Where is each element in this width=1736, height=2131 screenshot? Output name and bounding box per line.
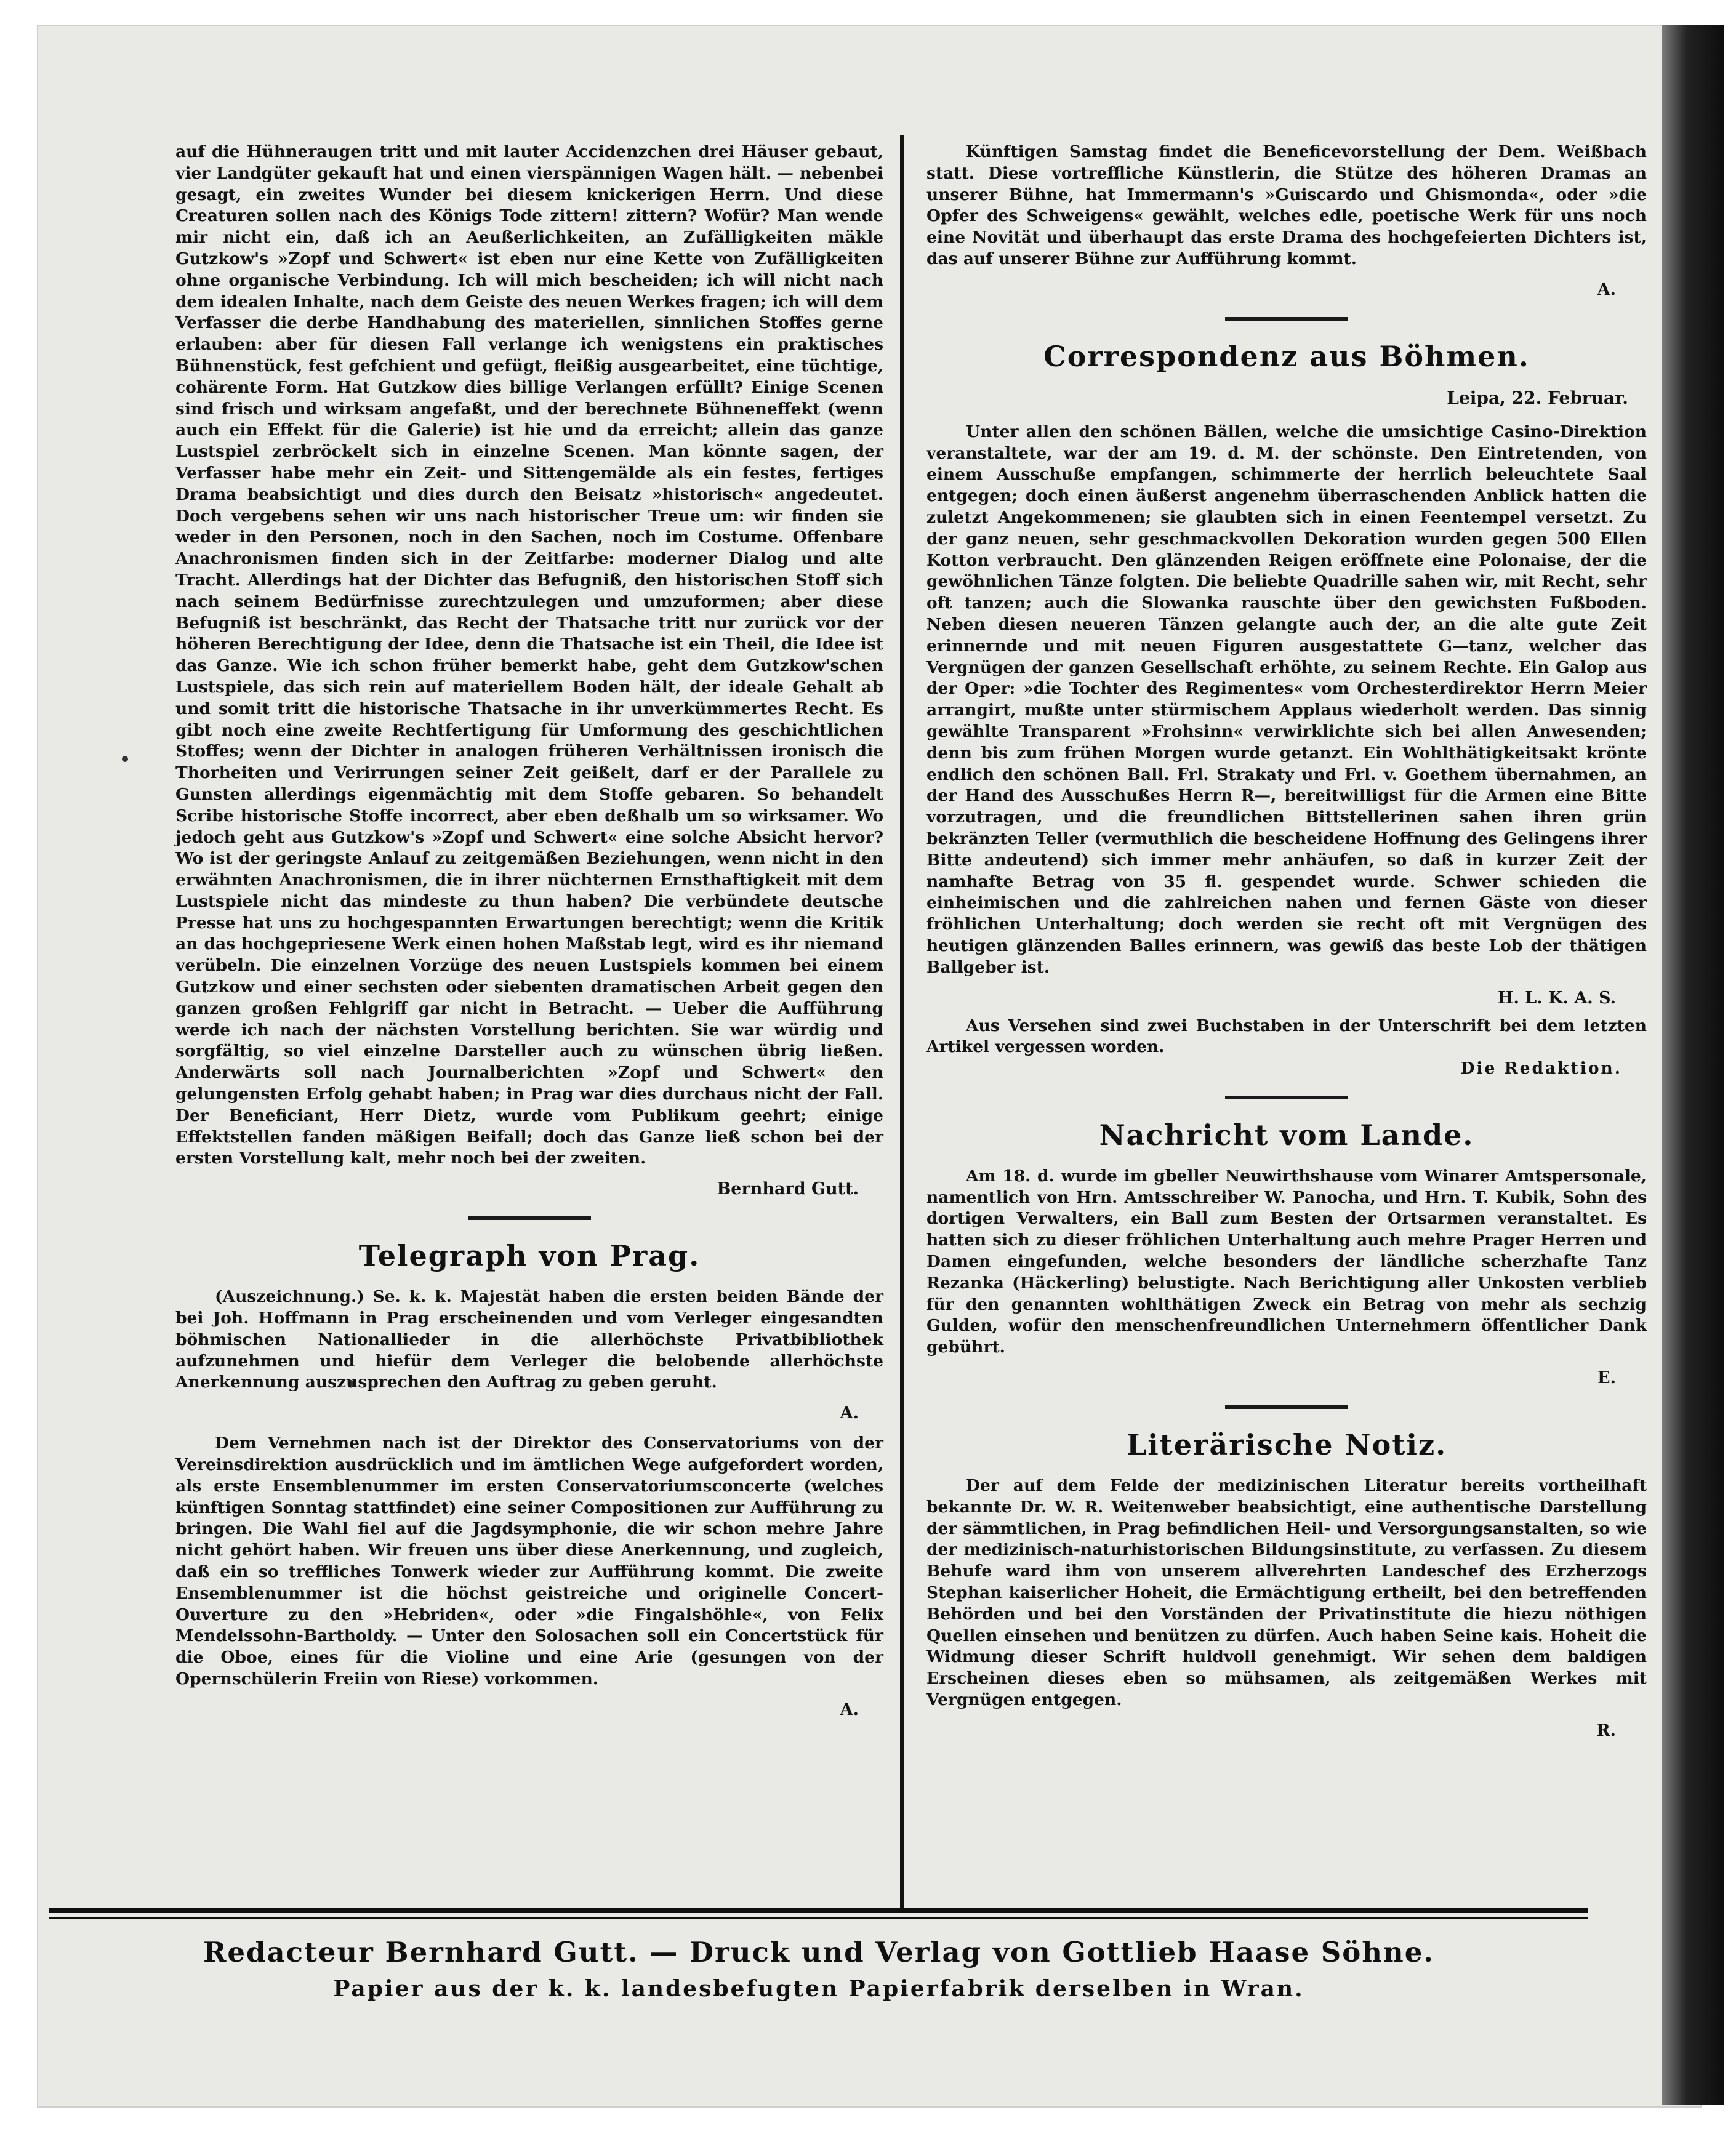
right-column: [926, 142, 1647, 1748]
section-rule: [1225, 1405, 1348, 1409]
section-rule: [1225, 1096, 1348, 1099]
section-heading-lande: Nachricht vom Lande.: [1099, 1118, 1474, 1152]
paragraph-signature: A.: [1597, 279, 1616, 299]
imprint-paper: Papier aus der k. k. landesbefugten Papierfabrik derselben in Wran.: [333, 1976, 1304, 2002]
section-heading-telegraph: Telegraph von Prag.: [358, 1239, 701, 1273]
scan-dark-edge: [1662, 25, 1724, 2105]
section-rule: [1225, 317, 1348, 321]
paragraph-signature: A.: [840, 1403, 859, 1423]
editorial-signature: Die Redaktion.: [1460, 1059, 1622, 1078]
imprint-editor-publisher: Redacteur Bernhard Gutt. — Druck und Verlag von Gottlieb Haase Söhne.: [203, 1936, 1435, 1968]
news-paragraph: Unter allen den schönen Bällen, welche die umsichtige Casino-Direktion veranstaltete, war der am 19. d. M. der schönste. Den Eintretenden, von einem Ausschuße empfangen, schimmerte der herrlich beleuchtete Saal entgegen; doch einen äußerst angenehm überraschenden Anblick hatten die zuletzt Angekommenen; sie glaubten sich in einen Feentempel versetzt. Zu der ganz neuen, sehr geschmackvollen Dekoration wurden gegen 500 Ellen Kotton verbraucht. Den glänzenden Reigen eröffnete eine Polonaise, der die gewöhnlichen Tänze folgten. Die beliebte Quadrille sahen wir, mit Recht, sehr oft tanzen; auch die Slowanka rauschte über den gewichsten Fußboden. Neben diesen neueren Tänzen gelangte auch der, an die alte gute Zeit erinnernde und mit neuen Figuren ausgestattete G—tanz, welcher das Vergnügen der ganzen Gesellschaft erhöhte, zu seinem Rechte. Ein Galop aus der Oper: »die Tochter des Regimentes« vom Orchesterdirektor Herrn Meier arrangirt, mußte unter stürmischem Applaus wiederholt werden. Das sinnig gewählte Transparent »Frohsinn« verwirklichte sich bei allen Anwesenden; denn bis zum frühen Morgen wurde getanzt. Ein Wohlthätigkeitsakt krönte endlich den schönen Ball. Frl. Strakaty und Frl. v. Goethem übernahmen, an der Hand des Ausschußes Herrn R—, bereitwilligst für die Armen eine Bitte vorzutragen, und die freundlichen Bittstellerinen sahen ihren grün bekränzten Teller (vermuthlich die bescheidene Hoffnung des Gelingens ihrer Bitte andeutend) sich immer mehr anhäufen, so daß in kurzer Zeit der namhafte Betrag von 35 fl. gespendet wurde. Schwer schieden die einheimischen und die zahlreichen nahen und fernen Gäste von dieser fröhlichen Unterhaltung; doch werden sie recht oft mit Vergnügen des heutigen glänzenden Balles erinnern, was gewiß das beste Lob der thätigen Ballgeber ist.: [926, 422, 1647, 977]
newspaper-page: [142, 117, 1647, 2068]
news-paragraph: Der auf dem Felde der medizinischen Literatur bereits vortheilhaft bekannte Dr. W. R. Weitenweber beabsichtigt, eine authentische Darstellung der sämmtlichen, in Prag befindlichen Heil- und Versorgungsanstalten, so wie der medizinisch-naturhistorischen Bildungsinstitute, zu verfassen. Zu diesem Behufe ward ihm von unserem allverehrten Landeschef des Erzherzogs Stephan kaiserlicher Hoheit, die Ermächtigung ertheilt, bei den betreffenden Behörden und bei den Vorständen der Privatinstitute die hiezu nöthigen Quellen einsehen und benützen zu dürfen. Auch haben Seine kais. Hoheit die Widmung dieser Schrift huldvoll genehmigt. Wir sehen dem baldigen Erscheinen dieses eben so mühsamen, als zeitgemäßen Werkes mit Vergnügen entgegen.: [926, 1476, 1647, 1710]
article-continuation: auf die Hühneraugen tritt und mit lauter Accidenzchen drei Häuser gebaut, vier Landgüter gekauft hat und einen vierspännigen Wagen hält. — nebenbei gesagt, ein zweites Wunder bei diesem knickerigen Herrn. Und diese Creaturen sollen nach des Königs Tode zittern! zittern? Wofür? Man wende mir nicht ein, daß ich an Aeußerlichkeiten, an Zufälligkeiten mäkle Gutzkow's »Zopf und Schwert« ist eben nur eine Kette von Zufälligkeiten ohne organische Verbindung. Ich will mich bescheiden; ich will nicht nach dem idealen Inhalte, nach dem Geiste des neuen Werkes fragen; ich will dem Verfasser die derbe Handhabung des materiellen, sinnlichen Stoffes gerne erlauben: aber für diesen Fall verlange ich wenigstens ein praktisches Bühnenstück, fest gefchient und gefügt, fleißig ausgearbeitet, eine tüchtige, cohärente Form. Hat Gutzkow dies billige Verlangen erfüllt? Einige Scenen sind frisch und wirksam angefaßt, und der berechnete Bühneneffekt (wenn auch ein Effekt für die Galerie) ist hie und da erreicht; allein das ganze Lustspiel zerbröckelt sich in einzelne Scenen. Man könnte sagen, der Verfasser habe mehr ein Zeit- und Sittengemälde als ein festes, fertiges Drama beabsichtigt und dies durch den Beisatz »historisch« angedeutet. Doch vergebens sehen wir uns nach historischer Treue um: wir finden sie weder in den Personen, noch in den Sachen, noch im Costume. Offenbare Anachronismen finden sich in der Zeitfarbe: moderner Dialog und alte Tracht. Allerdings hat der Dichter das Befugniß, den historischen Stoff sich nach seinem Bedürfnisse zurechtzulegen und umzuformen; aber diese Befugniß ist beschränkt, das Recht der Thatsache tritt nur zurück vor der höheren Berechtigung der Idee, denn die Thatsache ist ein Theil, die Idee ist das Ganze. Wie ich schon früher bemerkt habe, geht dem Gutzkow'schen Lustspiele, das sich rein auf materiellem Boden hält, der ideale Gehalt ab und somit tritt die historische Thatsache in ihr unverkümmertes Recht. Es gibt noch eine zweite Rechtfertigung für Umformung des geschichtlichen Stoffes; wenn der Dichter in analogen früheren Verhältnissen ironisch die Thorheiten und Verirrungen seiner Zeit geißelt, darf er der Parallele zu Gunsten allerdings eigenmächtig mit dem Stoffe gebaren. So behandelt Scribe historische Stoffe incorrect, aber eben deßhalb um so wirksamer. Wo jedoch geht aus Gutzkow's »Zopf und Schwert« eine solche Absicht hervor? Wo ist der geringste Anlauf zu zeitgemäßen Beziehungen, wenn nicht in den erwähnten Anachronismen, die in ihrer nüchternen Ernsthaftigkeit mit dem Lustspiele nicht das mindeste zu thun haben? Die verbündete deutsche Presse hat uns zu hochgespannten Erwartungen berechtigt; wenn die Kritik an das hochgepriesene Werk einen hohen Maßstab legt, wird es ihr niemand verübeln. Die einzelnen Vorzüge des neuen Lustspiels kommen bei einem Gutzkow und einer sechsten oder siebenten dramatischen Arbeit gegen den ganzen großen Fehlgriff gar nicht in Betracht. — Ueber die Aufführung werde ich nach der nächsten Vorstellung berichten. Sie war würdig und sorgfältig, so viel einzelne Darsteller auch zu wünschen übrig ließen. Anderwärts soll nach Journalberichten »Zopf und Schwert« den gelungensten Erfolg gehabt haben; in Prag war dies durchaus nicht der Fall. Der Beneficiant, Herr Dietz, wurde vom Publikum geehrt; einige Effektstellen fanden mäßigen Beifall; doch das Ganze ließ schon bei der ersten Vorstellung kalt, mehr noch bei der zweiten.: [175, 142, 883, 1168]
left-column: [175, 142, 883, 1730]
paragraph-signature: H. L. K. A. S.: [1497, 988, 1616, 1008]
footer-rule-thin: [49, 1917, 1588, 1919]
author-signature: Bernhard Gutt.: [717, 1179, 859, 1199]
news-paragraph: (Auszeichnung.) Se. k. k. Majestät haben die ersten beiden Bände der bei Joh. Hoffmann in Prag erscheinenden und vom Verleger eingesandten böhmischen Nationallieder in die allerhöchste Privatbibliothek aufzunehmen und hiefür dem Verleger die belobende allerhöchste Anerkennung auszusprechen den Auftrag zu geben geruht.: [175, 1287, 883, 1392]
erratum-text: Aus Versehen sind zwei Buchstaben in der Unterschrift bei dem letzten Artikel vergessen worden.: [926, 1016, 1647, 1057]
erratum-paragraph: [926, 1016, 1647, 1080]
section-rule: [468, 1216, 591, 1220]
paragraph-signature: R.: [1596, 1720, 1616, 1740]
column-divider: [900, 135, 904, 1908]
paragraph-signature: E.: [1597, 1368, 1616, 1388]
section-heading-notiz: Literärische Notiz.: [1126, 1428, 1447, 1462]
news-paragraph: Künftigen Samstag findet die Beneficevorstellung der Dem. Weißbach statt. Diese vortreffliche Künstlerin, die Stütze des höheren Dramas an unserer Bühne, hat Immermann's »Guiscardo und Ghismonda«, oder »die Opfer des Schweigens« gewählt, welches edle, poetische Werk für uns noch eine Novität und überhaupt das erste Drama des hochgefeierten Dichters ist, das auf unserer Bühne zur Aufführung kommt.: [926, 142, 1647, 268]
news-paragraph: Dem Vernehmen nach ist der Direktor des Conservatoriums von der Vereinsdirektion ausdrücklich und im ämtlichen Wege aufgefordert worden, als erste Ensemblenummer im ersten Conservatoriumsconcerte (welches künftigen Sonntag stattfindet) eine seiner Compositionen zur Aufführung zu bringen. Die Wahl fiel auf die Jagdsymphonie, die wir schon mehre Jahre nicht gehört haben. Wir freuen uns über diese Anerkennung, und zugleich, daß ein so treffliches Tonwerk wieder zur Aufführung kommt. Die zweite Ensemblenummer ist die höchst geistreiche und originelle Concert-Ouverture zu den »Hebriden«, oder »die Fingalshöhle«, von Felix Mendelssohn-Bartholdy. — Unter den Solosachen soll ein Concertstück für die Oboe, eines für die Violine und eine Arie (gesungen von der Opernschülerin Freiin von Riese) vorkommen.: [175, 1434, 883, 1688]
section-heading-correspondence: Correspondenz aus Böhmen.: [1043, 339, 1530, 373]
scan-speck: [122, 756, 128, 762]
paragraph-signature: A.: [840, 1700, 859, 1719]
footer-rule-thick: [49, 1908, 1588, 1913]
news-paragraph: Am 18. d. wurde im gbeller Neuwirthshause vom Winarer Amtspersonale, namentlich von Hrn. Amtsschreiber W. Panocha, und Hrn. T. Kubik, Sohn des dortigen Verwalters, ein Ball zum Besten der Ortsarmen veranstaltet. Es hatten sich zu dieser fröhlichen Unterhaltung auch mehre Prager Herren und Damen eingefunden, welche besonders der ländliche scherzhafte Tanz Rezanka (Häckerling) belustigte. Nach Berichtigung aller Unkosten verblieb für den genannten wohlthätigen Zweck ein Betrag von mehr als sechzig Gulden, wofür den menschenfreundlichen Unternehmern öffentlicher Dank gebührt.: [926, 1166, 1647, 1357]
dateline: Leipa, 22. Februar.: [1447, 387, 1628, 408]
